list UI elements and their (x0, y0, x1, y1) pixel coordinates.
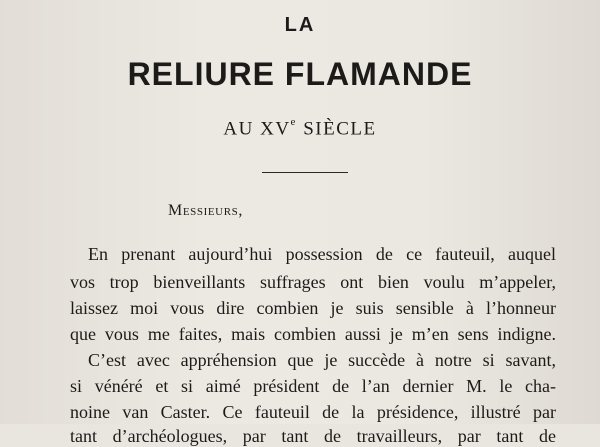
body-line-5: C’est avec appréhension que je succède à notre si savant, (88, 350, 556, 370)
body-line-1: En prenant aujourd’hui possession de ce fauteuil, auquel (88, 244, 556, 264)
body-line-2: vos trop bienveillants suffrages ont bien voulu m’appeler, (70, 272, 556, 292)
subtitle-text-end: SIÈCLE (296, 118, 377, 140)
subtitle-text: AU XV (223, 118, 291, 140)
body-line-8: tant d’archéologues, par tant de travailleurs, par tant de (70, 426, 556, 446)
body-line-3: laissez moi vous dire combien je suis sensible à l’honneur (70, 298, 556, 318)
body-line-4: que vous me faites, mais combien aussi je m’en sens indigne. (70, 324, 556, 344)
body-line-6: si vénéré et si aimé président de l’an dernier M. le cha- (70, 376, 556, 396)
body-line-7: noine van Caster. Ce fauteuil de la présidence, illustré par (70, 402, 556, 422)
salutation: Messieurs, (168, 202, 243, 219)
title-article: LA (284, 14, 316, 36)
subtitle-superscript: e (290, 116, 297, 128)
page-subtitle (0, 118, 600, 140)
title-divider (262, 172, 348, 173)
page-title: RELIURE FLAMANDE (127, 56, 473, 92)
